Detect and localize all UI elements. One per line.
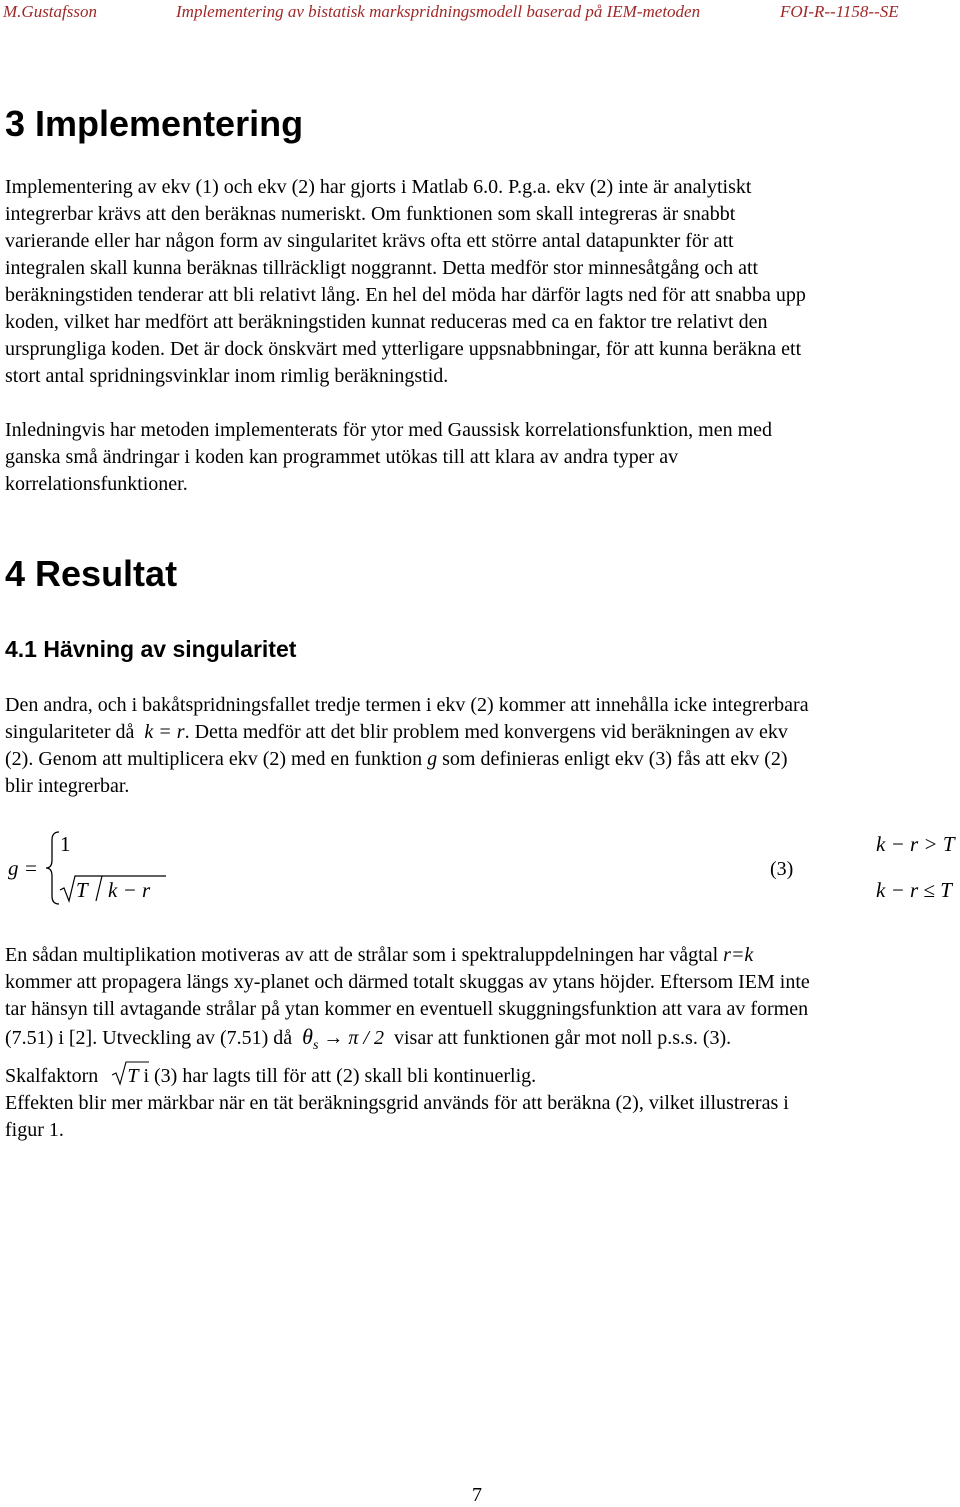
equation-case2-condition: k − r ≤ T <box>876 878 952 902</box>
text-line: Den andra, och i bakåtspridningsfallet tredje termen i ekv (2) kommer att innehålla icke integrerbara <box>5 694 809 716</box>
text-line: ursprungliga koden. Det är dock önskvärt med ytterligare uppsnabbningar, för att kunna beräkna ett <box>5 338 802 360</box>
text-line: Effekten blir mer märkbar när en tät beräkningsgrid används för att beräkna (2), vilket illustreras i <box>5 1092 789 1114</box>
equation-number: (3) <box>770 858 794 880</box>
text-line: integralen skall kunna beräknas tillräckligt noggrannt. Detta medför stor minnesåtgång och att <box>5 257 759 279</box>
text-line: Inledningvis har metoden implementerats för ytor med Gaussisk korrelationsfunktion, men med <box>5 419 773 441</box>
text-line <box>5 1023 953 1059</box>
section-heading-resultat: 4 Resultat <box>5 553 178 594</box>
text-fragment: (7.51) i [2]. Utveckling av (7.51) då <box>5 1027 293 1049</box>
text-line: figur 1. <box>5 1119 64 1141</box>
equation-case1-value: 1 <box>60 832 71 856</box>
math-limit: → π / 2 <box>323 1027 384 1049</box>
math-subscript-s: s <box>312 1038 319 1053</box>
math-T: T <box>127 1065 139 1087</box>
section-heading-implementering: 3 Implementering <box>5 103 304 144</box>
header-author: M.Gustafsson <box>3 2 97 21</box>
text-fragment: som definieras enligt ekv (3) fås att ekv (2) <box>442 748 788 770</box>
text-line: varierande eller har någon form av singularitet krävs ofta ett större antal datapunkter för att <box>5 230 734 252</box>
text-line <box>5 746 953 773</box>
text-line: Implementering av ekv (1) och ekv (2) har gjorts i Matlab 6.0. P.g.a. ekv (2) inte är analytiskt <box>5 176 752 198</box>
equation-case2-T: T <box>76 878 88 902</box>
text-line <box>5 942 953 969</box>
math-r-equals-k: r=k <box>723 944 754 966</box>
math-g: g <box>427 748 438 770</box>
text-fragment: (2). Genom att multiplicera ekv (2) med en funktion <box>5 748 423 770</box>
paragraph-motivation <box>5 942 953 1059</box>
subsection-heading: 4.1 Hävning av singularitet <box>5 636 297 662</box>
text-line: stort antal spridningsvinklar inom rimlig beräkningstid. <box>5 365 449 387</box>
equation-case1-condition: k − r > T <box>876 832 955 856</box>
text-line: tar hänsyn till avtagande strålar på ytan kommer en eventuell skuggningsfunktion att vara av formen <box>5 998 809 1020</box>
text-line: integrerbar krävs att den beräknas numeriskt. Om funktionen som skall integreras är snabbt <box>5 203 736 225</box>
text-line <box>5 719 953 746</box>
paragraph-singularitet <box>5 692 953 800</box>
header-title: Implementering av bistatisk markspridningsmodell baserad på IEM-metoden <box>176 2 701 21</box>
math-sqrt-T <box>113 1063 138 1090</box>
text-line: koden, vilket har medfört att beräkningstiden kunnat reduceras med ca en faktor tre relativt den <box>5 311 768 333</box>
header-report-id: FOI-R--1158--SE <box>780 2 899 21</box>
math-theta: θ <box>302 1024 313 1049</box>
text-fragment: singulariteter då <box>5 721 135 743</box>
text-fragment: Skalfaktorn <box>5 1065 99 1087</box>
page-number: 7 <box>472 1484 482 1506</box>
text-line: blir integrerbar. <box>5 775 130 797</box>
text-fragment: En sådan multiplikation motiveras av att de strålar som i spektraluppdelningen har vågtal <box>5 944 719 966</box>
sqrt-icon <box>111 1060 151 1088</box>
equation-case2-k-minus-r: k − r <box>108 878 151 902</box>
text-line: beräkningstiden tenderar att bli relativt lång. En hel del möda har därför lagts ned för att snabba upp <box>5 284 806 306</box>
equation-lhs: g = <box>8 856 38 880</box>
text-fragment: . Detta medför att det blir problem med konvergens vid beräkningen av ekv <box>184 721 788 743</box>
text-line <box>5 1063 953 1090</box>
text-line: ganska små ändringar i koden kan programmet utökas till att klara av andra typer av <box>5 446 679 468</box>
paragraph-skalfaktor <box>5 1063 953 1144</box>
paragraph-implementering-1 <box>5 174 953 390</box>
math-k-equals-r: k = r <box>144 721 185 743</box>
text-fragment: i (3) har lagts till för att (2) skall bli kontinuerlig. <box>143 1065 537 1087</box>
text-line: kommer att propagera längs xy-planet och därmed totalt skuggas av ytans höjder. Eftersom IEM inte <box>5 971 810 993</box>
text-fragment: visar att funktionen går mot noll p.s.s. (3). <box>393 1027 732 1049</box>
text-line: korrelationsfunktioner. <box>5 473 188 495</box>
paragraph-implementering-2 <box>5 417 953 498</box>
